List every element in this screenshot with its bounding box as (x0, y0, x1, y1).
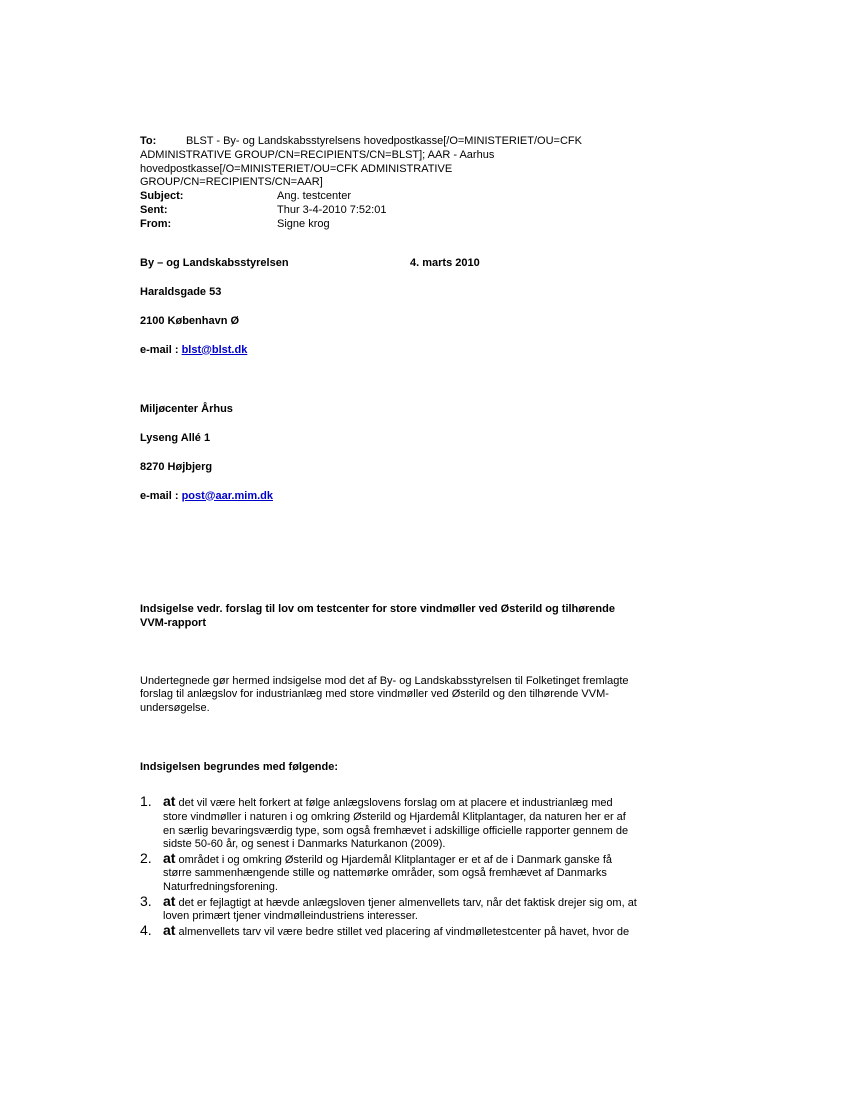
intro-line-1: Undertegnede gør hermed indsigelse mod det af By- og Landskabsstyrelsen til Folketinget fremlagte (140, 674, 629, 687)
subject-value: Ang. testcenter (277, 190, 351, 203)
recipient-2-street: Lyseng Allé 1 (140, 431, 211, 444)
list-item (140, 921, 715, 940)
item-keyword: at (163, 921, 176, 938)
item-keyword: at (163, 793, 176, 810)
item-line-2: loven primært tjener vindmølleindustriens interesser. (163, 910, 418, 923)
item-number: 2. (140, 849, 152, 866)
item-line-2: større sammenhængende stille og nattemørke områder, som også fremhævet af Danmarks (163, 867, 607, 880)
from-label: From: (140, 217, 172, 230)
email-document (140, 135, 715, 939)
recipient-2-email-row (140, 490, 715, 502)
item-number: 1. (140, 793, 152, 810)
recipient-2-email-link[interactable]: post@aar.mim.dk (181, 489, 273, 502)
item-number: 4. (140, 921, 152, 938)
item-line-1: almenvellets tarv vil være bedre stillet ved placering af vindmølletestcenter på havet, hvor de (175, 925, 630, 938)
subject-row (140, 190, 715, 204)
objection-title-line-1: Indsigelse vedr. forslag til lov om testcenter for store vindmøller ved Østerild og tilhørende (140, 602, 615, 615)
recipient-2-address (140, 403, 715, 502)
recipient-2-email-label: e-mail : (140, 489, 182, 502)
item-keyword: at (163, 892, 176, 909)
recipient-2-city: 8270 Højbjerg (140, 460, 213, 473)
item-line-1: det er fejlagtigt at hævde anlægsloven tjener almenvellets tarv, når det faktisk drejer sig om, at (175, 896, 637, 909)
from-row (140, 218, 715, 232)
recipient-1-email-link[interactable]: blst@blst.dk (181, 343, 248, 356)
item-line-4: sidste 50-60 år, og senest i Danmarks Naturkanon (2009). (163, 838, 446, 851)
item-line-1: området i og omkring Østerild og Hjardemål Klitplantager er et af de i Danmark ganske få (175, 853, 612, 866)
to-value-line-1: BLST - By- og Landskabsstyrelsens hovedpostkasse[/O=MINISTERIET/OU=CFK (186, 135, 582, 147)
list-item (140, 795, 715, 851)
to-value-line-3: hovedpostkasse[/O=MINISTERIET/OU=CFK ADMINISTRATIVE (140, 162, 453, 175)
subject-label: Subject: (140, 190, 184, 203)
recipient-2-name: Miljøcenter Århus (140, 402, 233, 415)
item-text (163, 849, 612, 895)
list-item (140, 849, 715, 895)
to-label: To: (140, 135, 157, 147)
sent-value: Thur 3-4-2010 7:52:01 (277, 203, 387, 216)
item-line-3: en særlig bevaringsværdig type, som også fremhævet i adskillige officielle rapporter gennem de (163, 824, 629, 837)
item-text (163, 795, 628, 851)
to-value-line-4: GROUP/CN=RECIPIENTS/CN=AAR] (140, 176, 323, 189)
intro-paragraph (140, 675, 715, 716)
intro-line-3: undersøgelse. (140, 701, 210, 714)
item-keyword: at (163, 849, 176, 866)
item-line-3: Naturfredningsforening. (163, 880, 278, 893)
item-line-2: store vindmøller i naturen i og omkring Østerild og Hjardemål Klitplantager, da naturen her er af (163, 810, 626, 823)
sent-row (140, 204, 715, 218)
item-number: 3. (140, 892, 152, 909)
item-text (163, 921, 630, 940)
email-header (140, 135, 715, 232)
objection-title-line-2: VVM-rapport (140, 616, 206, 629)
reasons-list (140, 795, 715, 939)
item-line-1: det vil være helt forkert at følge anlægslovens forslag om at placere et industrianlæg med (175, 797, 613, 810)
recipient-1-name-row (140, 257, 715, 269)
intro-line-2: forslag til anlægslov for industrianlæg med store vindmøller ved Østerild og den tilhørende VVM- (140, 688, 609, 701)
recipient-1-city: 2100 København Ø (140, 314, 240, 327)
to-row (140, 135, 715, 149)
from-value: Signe krog (277, 217, 330, 230)
objection-title (140, 602, 715, 630)
recipient-1-name: By – og Landskabsstyrelsen (140, 256, 289, 269)
recipient-1-street: Haraldsgade 53 (140, 285, 222, 298)
sent-label: Sent: (140, 203, 168, 216)
recipient-1-email-row (140, 344, 715, 356)
to-value-line-2: ADMINISTRATIVE GROUP/CN=RECIPIENTS/CN=BLST]; AAR - Aarhus (140, 148, 495, 161)
list-item (140, 892, 715, 924)
recipient-1-address (140, 257, 715, 356)
item-text (163, 892, 637, 924)
recipient-1-email-label: e-mail : (140, 343, 182, 356)
letter-date: 4. marts 2010 (410, 256, 480, 269)
reasons-heading: Indsigelsen begrundes med følgende: (140, 761, 339, 774)
